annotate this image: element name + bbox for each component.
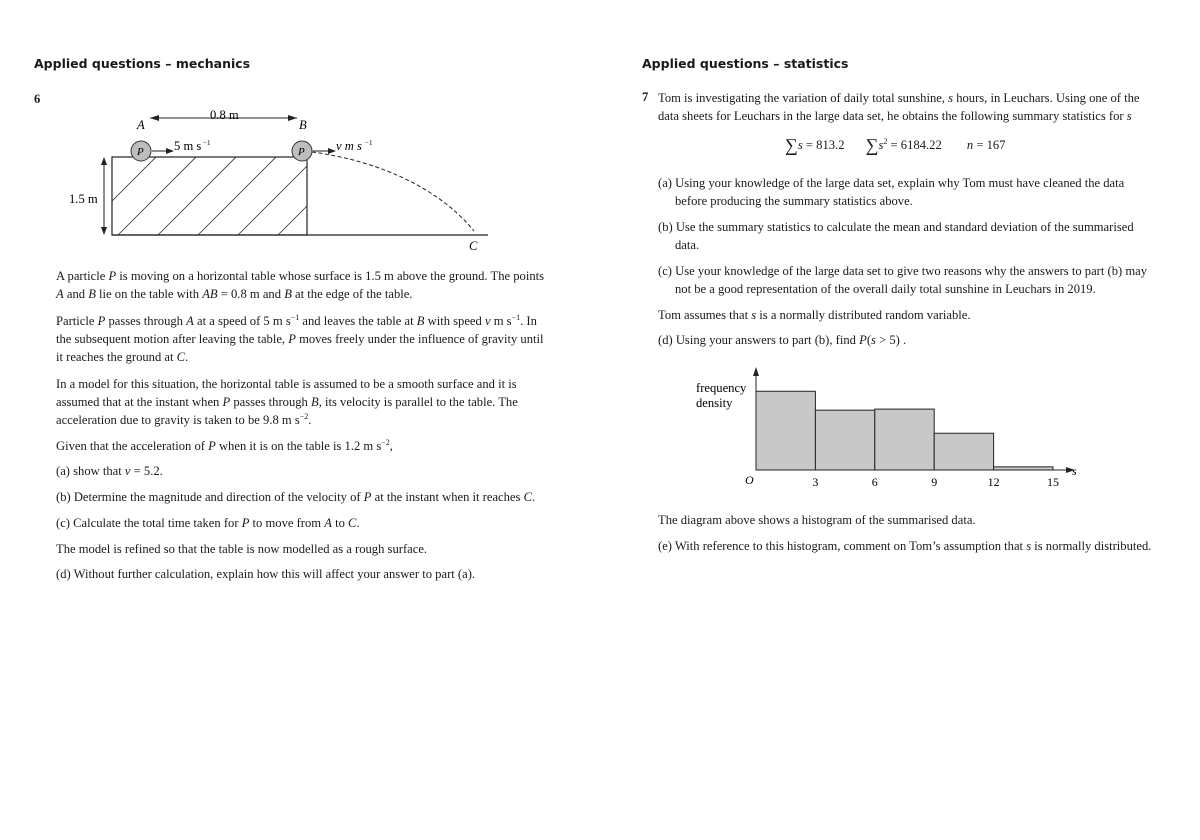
y-axis-label-line-2: density bbox=[696, 396, 733, 410]
velocity-arrowhead-b bbox=[328, 148, 336, 154]
question-6-paragraph-2: Particle P passes through A at a speed of 5 m $s^{-1}$ and leaves the table at B with speed v m $s^{-1}$. In the subsequent motion after leaving the table, P moves freely under the influence of gravity until it reaches the ground at C. bbox=[56, 312, 544, 364]
question-6-part-a: (a) show that v = 5.2. bbox=[56, 464, 163, 478]
mechanics-diagram bbox=[60, 105, 580, 255]
x-axis-label: s bbox=[1072, 464, 1077, 478]
question-6-part-b: (b) Determine the magnitude and direction of the velocity of P at the instant when it reaches C. bbox=[56, 490, 536, 504]
x-tick-label-3: 3 bbox=[812, 475, 819, 489]
histogram-bar-4 bbox=[934, 433, 993, 470]
question-7-part-b: (b) Use the summary statistics to calculate the mean and standard deviation of the summarised data. bbox=[658, 220, 1134, 252]
histogram-chart bbox=[690, 365, 1130, 495]
point-a-label: A bbox=[137, 118, 145, 132]
question-6-paragraph-3: In a model for this situation, the horizontal table is assumed to be a smooth surface and it is assumed that at the instant when P passes through B, its velocity is parallel to the table. The acceleration due to gravity is taken to be 9.8 m $s^{-2}$. bbox=[56, 377, 518, 427]
question-6-part-c: (c) Calculate the total time taken for P to move from A to C. bbox=[56, 516, 360, 530]
question-7-part-e: (e) With reference to this histogram, comment on Tom’s assumption that s is normally distributed. bbox=[658, 539, 1152, 553]
question-7-assumption: Tom assumes that s is a normally distributed random variable. bbox=[658, 308, 971, 322]
x-tick-label-6: 6 bbox=[871, 475, 878, 489]
question-6-part-d: (d) Without further calculation, explain how this will affect your answer to part (a). bbox=[56, 567, 476, 581]
sum-s: ∑s = 813.2 bbox=[785, 135, 845, 155]
histogram-caption: The diagram above shows a histogram of the summarised data. bbox=[658, 513, 976, 527]
origin-label: O bbox=[745, 473, 754, 487]
point-c-label: C bbox=[469, 239, 478, 253]
question-7-number: 7 bbox=[642, 90, 649, 104]
histogram-bar-1 bbox=[756, 391, 815, 470]
ab-distance-label: 0.8 m bbox=[210, 108, 239, 122]
y-axis-arrowhead bbox=[753, 367, 759, 376]
sample-size: n = 167 bbox=[966, 138, 1006, 152]
question-6-refinement: The model is refined so that the table is now modelled as a rough surface. bbox=[56, 542, 428, 556]
x-tick-label-12: 12 bbox=[987, 475, 1000, 489]
height-label: 1.5 m bbox=[69, 192, 98, 206]
height-arrowhead-top bbox=[101, 157, 107, 165]
y-axis-label-line-1: frequency bbox=[696, 381, 747, 395]
x-tick-label-15: 15 bbox=[1047, 475, 1059, 489]
question-6-number: 6 bbox=[34, 92, 41, 106]
height-arrowhead-bottom bbox=[101, 227, 107, 235]
question-7-intro: Tom is investigating the variation of daily total sunshine, s hours, in Leuchars. Using one of the data sheets for Leuchars in the large data set, he obtains the following summary statistics for s bbox=[658, 91, 1140, 123]
histogram-bar-3 bbox=[875, 409, 934, 470]
velocity-arrowhead-a bbox=[166, 148, 174, 154]
table-hatching bbox=[112, 157, 356, 241]
statistics-heading: Applied questions – statistics bbox=[642, 56, 849, 71]
question-6-paragraph-4: Given that the acceleration of P when it is on the table is 1.2 m $s^{-2}$, bbox=[56, 437, 393, 453]
mechanics-heading: Applied questions – mechanics bbox=[34, 56, 251, 71]
particle-a-label: P bbox=[137, 146, 144, 158]
particle-b-label: P bbox=[298, 146, 305, 158]
question-7-part-d: (d) Using your answers to part (b), find P(s > 5) . bbox=[658, 333, 907, 347]
question-7-part-a: (a) Using your knowledge of the large data set, explain why Tom must have cleaned the data before producing the summary statistics above. bbox=[658, 176, 1125, 208]
speed-b-exponent: −1 bbox=[365, 139, 373, 147]
histogram-bar-2 bbox=[815, 410, 874, 470]
speed-a-exponent: −1 bbox=[203, 139, 211, 147]
summary-statistics bbox=[785, 136, 1115, 154]
sum-s-squared: $\sum s^2 = 6184.22$ bbox=[865, 135, 942, 155]
trajectory-curve bbox=[312, 152, 474, 231]
speed-a-label: 5 m s bbox=[174, 139, 202, 153]
point-b-label: B bbox=[299, 118, 307, 132]
question-6-paragraph-1: A particle P is moving on a horizontal table whose surface is 1.5 m above the ground. The points A and B lie on the table with AB = 0.8 m and B at the edge of the table. bbox=[56, 269, 545, 301]
x-tick-label-9: 9 bbox=[931, 475, 938, 489]
ab-arrowhead-right bbox=[288, 115, 297, 121]
speed-b-label: v m s bbox=[336, 139, 362, 153]
ab-arrowhead-left bbox=[150, 115, 159, 121]
question-7-part-c: (c) Use your knowledge of the large data set to give two reasons why the answers to part (b) may not be a good representation of the overall daily total sunshine in Leuchars in 2019. bbox=[658, 264, 1148, 296]
